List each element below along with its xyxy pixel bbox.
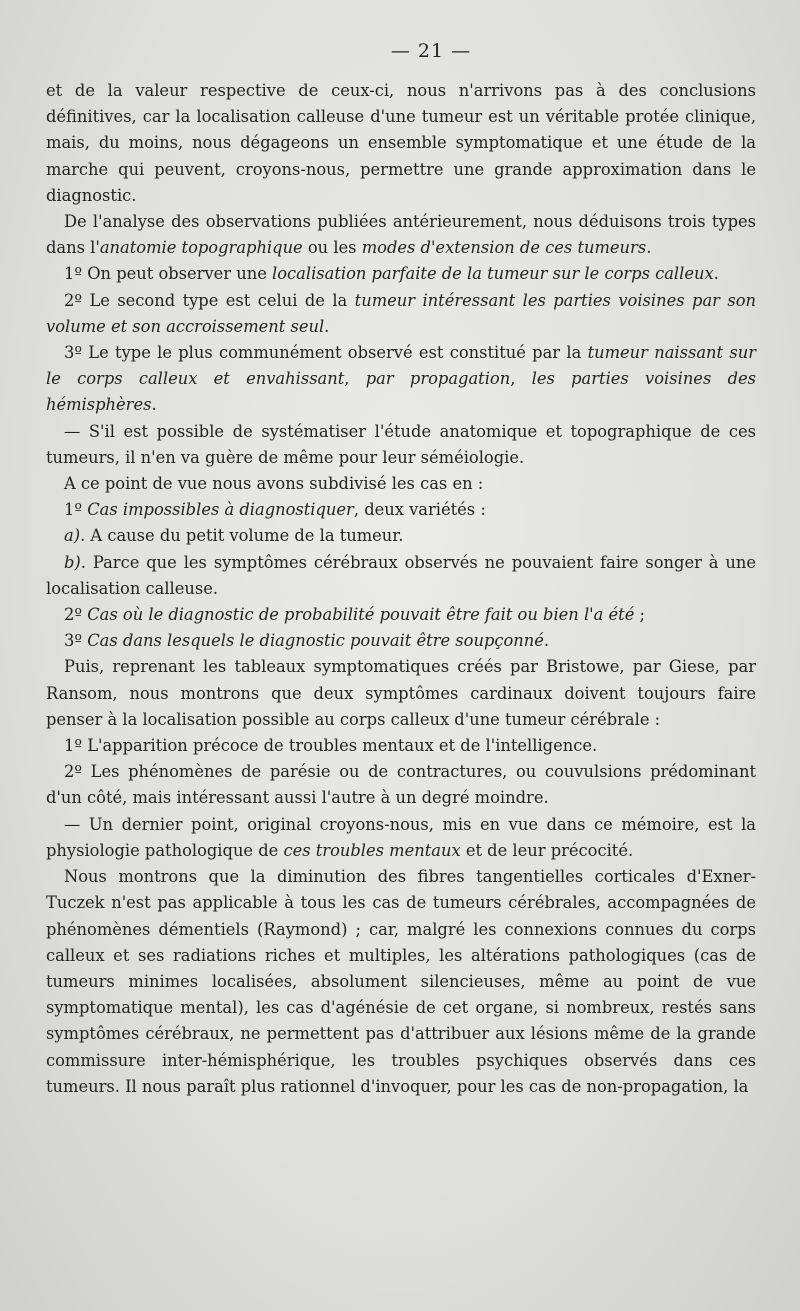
paragraph: Puis, reprenant les tableaux symptomatiques créés par Bristowe, par Giese, par Ransom, nous montrons que deux symptômes cardinaux doivent toujours faire penser à la localisation possible au corps calleux d'une tumeur cérébrale : [46, 657, 756, 729]
body-text [46, 78, 756, 1100]
page-number: — 21 — [390, 40, 472, 62]
list-item: 2º Le second type est celui de la tumeur intéressant les parties voisines par son volume et son accroissement seul. [46, 290, 757, 336]
list-item: 1º Cas impossibles à diagnostiquer, deux variétés : [64, 500, 486, 520]
list-item: 3º Cas dans lesquels le diagnostic pouvait être soupçonné. [64, 631, 550, 651]
paragraph: et de la valeur respective de ceux-ci, nous n'arrivons pas à des conclusions définitives, car la localisation calleuse d'une tumeur est un véritable protée clinique, mais, du moins, nous dégageons un ensemble symptomatique et une étude de la marche qui peuvent, croyons-nous, permettre une grande approximation dans le diagnostic. [46, 81, 756, 205]
paragraph: Nous montrons que la diminution des fibres tangentielles corticales d'Exner-Tuczek n'est pas applicable à tous les cas de tumeurs cérébrales, accompagnées de phénomènes démentiels (Raymond) ; car, malgré les connexions connues du corps calleux et ses radiations riches et multiples, les altérations pathologiques (cas de tumeurs minimes localisées, absolument silencieuses, même au point de vue symptomatique mental), les cas d'agénésie de cet organe, si nombreux, restés sans symptômes cérébraux, ne permettent pas d'attribuer aux lésions même de la grande commissure inter-hémisphérique, les troubles psychiques observés dans ces tumeurs. Il nous paraît plus rationnel d'invoquer, pour les cas de non-propagation, la [46, 867, 756, 1096]
list-item: b). Parce que les symptômes cérébraux observés ne pouvaient faire songer à une localisation calleuse. [46, 552, 756, 598]
list-item: a). A cause du petit volume de la tumeur. [64, 526, 404, 546]
list-item: 1º L'apparition précoce de troubles mentaux et de l'intelligence. [64, 736, 598, 756]
paragraph: De l'analyse des observations publiées antérieurement, nous déduisons trois types dans l'anatomie topographique ou les modes d'extension de ces tumeurs. [46, 212, 756, 258]
paragraph: — S'il est possible de systématiser l'étude anatomique et topographique de ces tumeurs, il n'en va guère de même pour leur séméiologie. [46, 421, 756, 467]
list-item: 1º On peut observer une localisation parfaite de la tumeur sur le corps calleux. [64, 264, 719, 284]
paragraph: A ce point de vue nous avons subdivisé les cas en : [64, 474, 484, 494]
list-item: 2º Les phénomènes de parésie ou de contractures, ou couvulsions prédominant d'un côté, mais intéressant aussi l'autre à un degré moindre. [46, 762, 756, 808]
list-item: 2º Cas où le diagnostic de probabilité pouvait être fait ou bien l'a été ; [64, 605, 645, 625]
paragraph: — Un dernier point, original croyons-nous, mis en vue dans ce mémoire, est la physiologie pathologique de ces troubles mentaux et de leur précocité. [46, 814, 756, 860]
list-item: 3º Le type le plus communément observé est constitué par la tumeur naissant sur le corps calleux et envahissant, par propagation, les parties voisines des hémisphères. [46, 343, 756, 415]
